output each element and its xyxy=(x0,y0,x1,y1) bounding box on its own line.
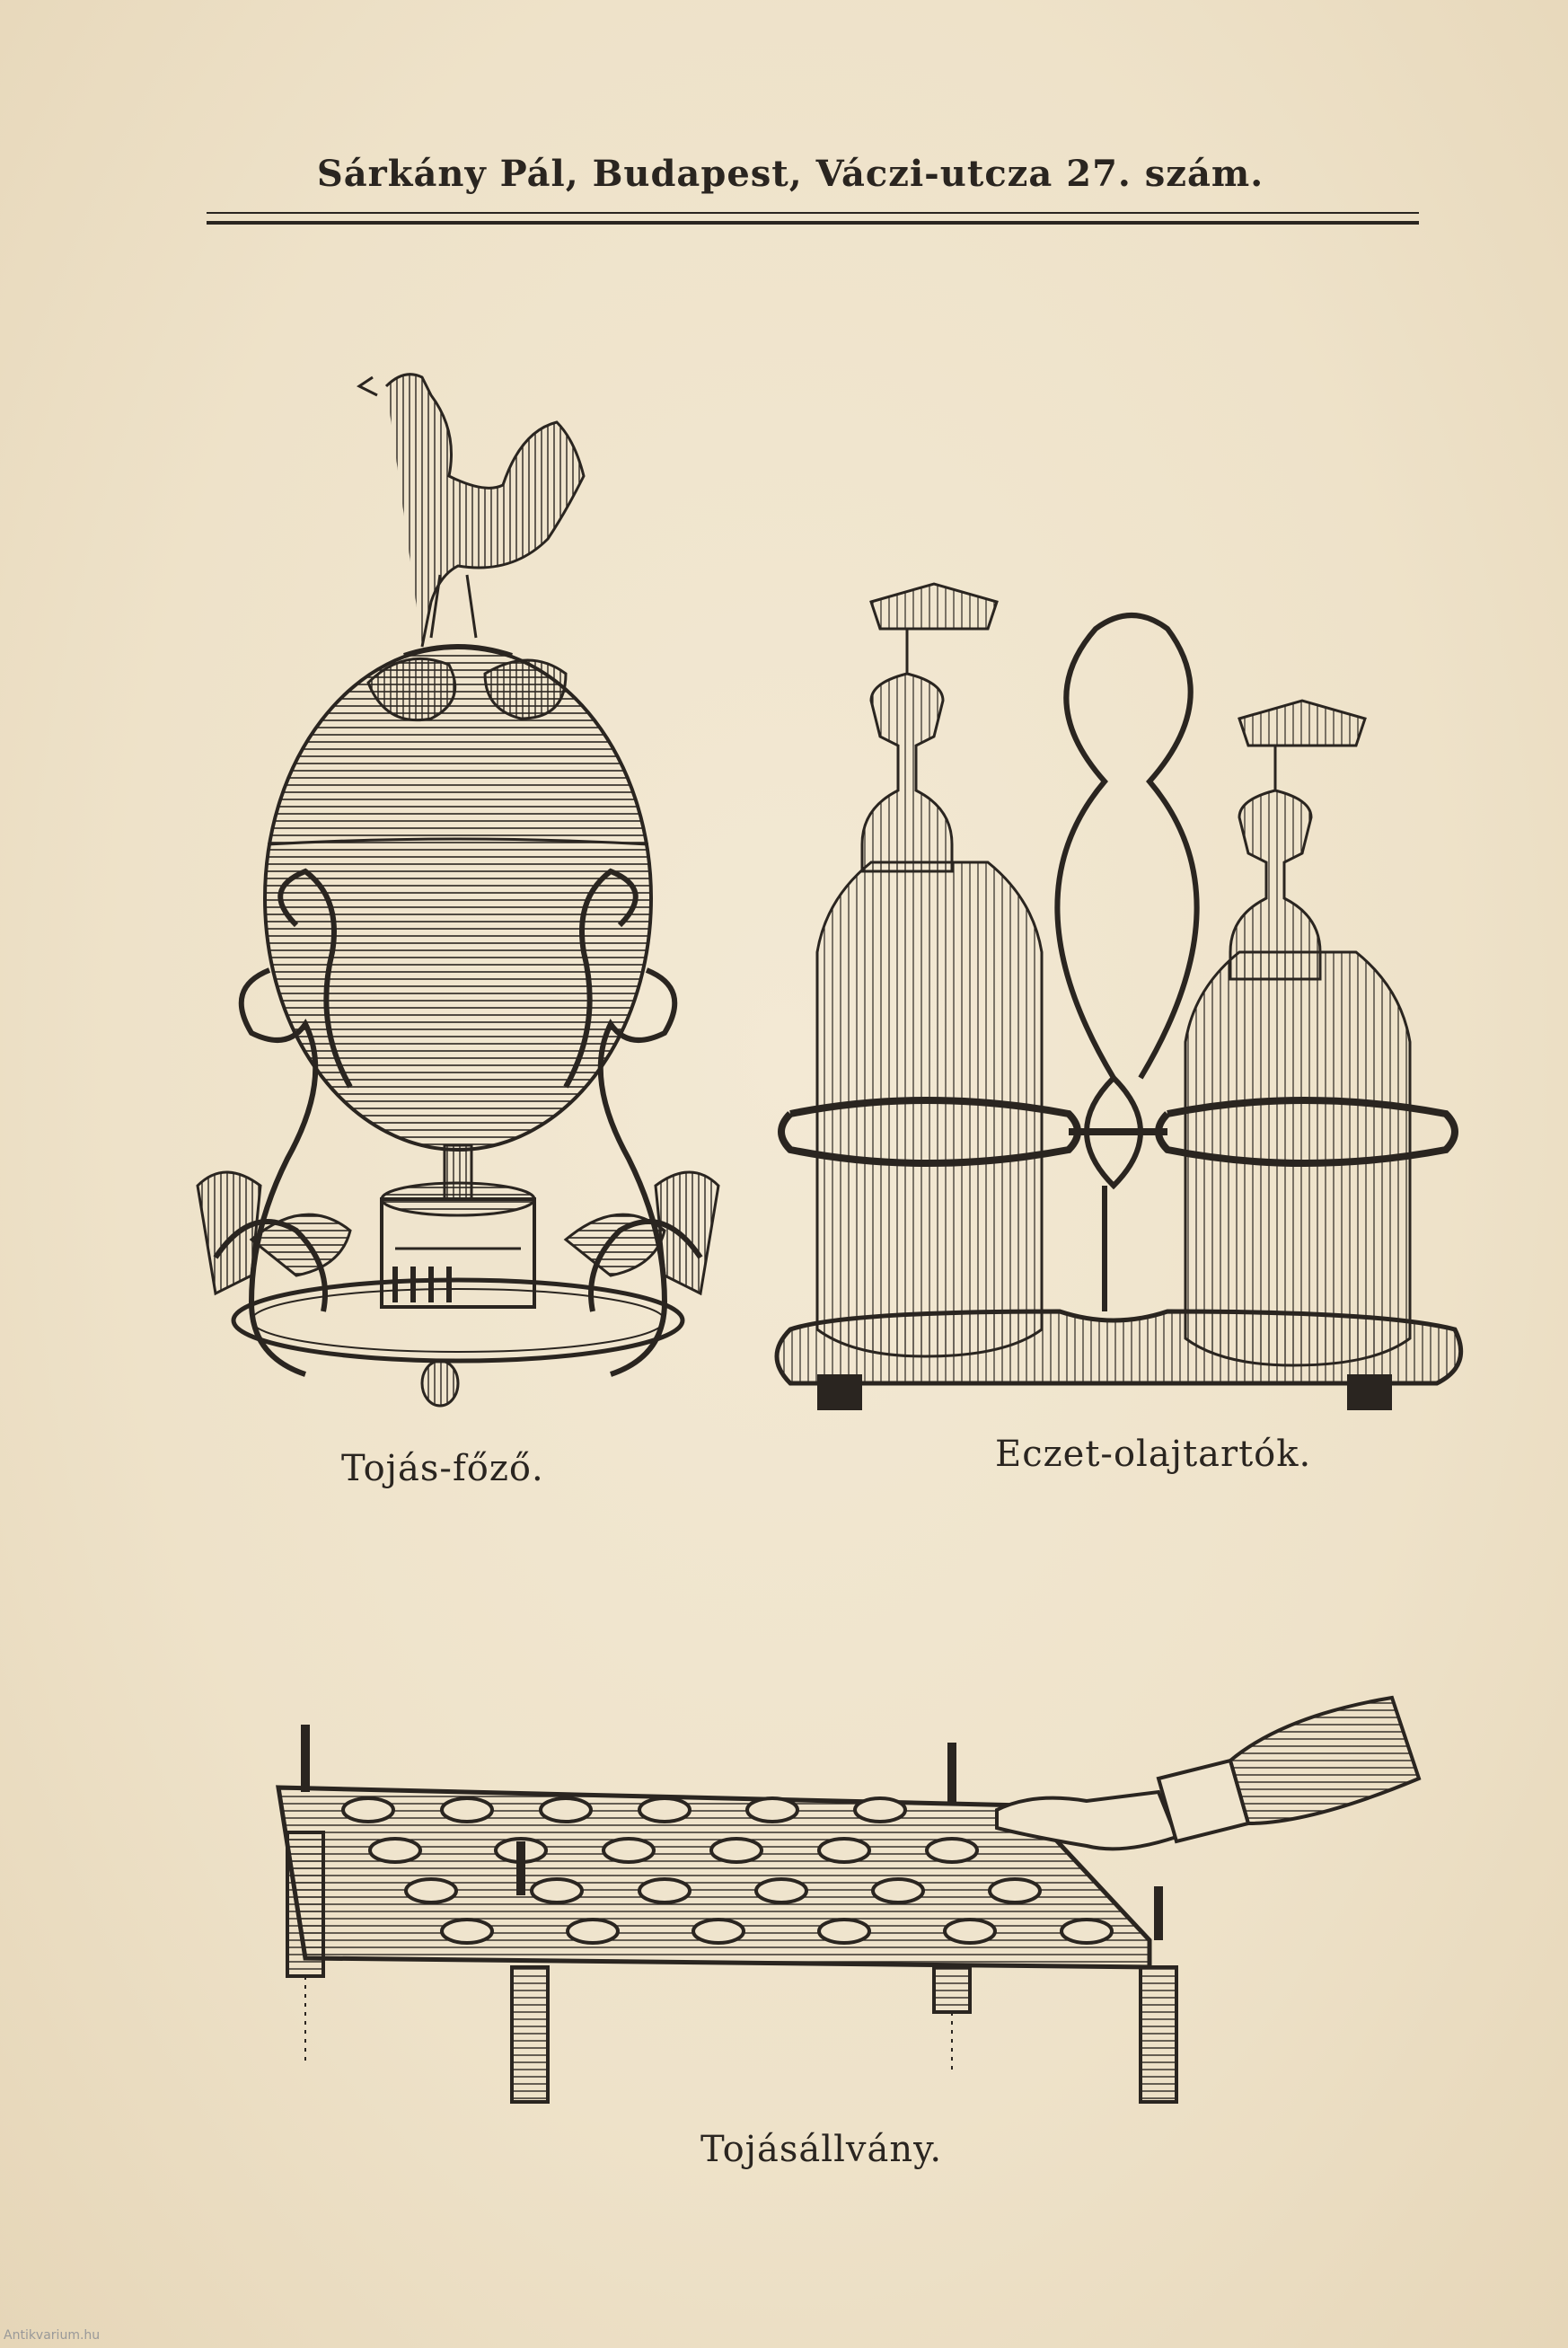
egg-hole xyxy=(819,1920,869,1943)
egg-rack-illustration xyxy=(251,1707,1419,2102)
egg-boiler-caption: Tojás-főző. xyxy=(341,1448,544,1489)
egg-hole xyxy=(639,1798,690,1822)
egg-hole xyxy=(370,1839,420,1862)
egg-hole xyxy=(756,1879,806,1902)
hand-and-sleeve xyxy=(997,1698,1419,1849)
egg-hole xyxy=(927,1839,977,1862)
egg-hole xyxy=(747,1798,797,1822)
header-rule-thin xyxy=(207,212,1419,214)
egg-rack-drawing xyxy=(251,1707,1419,2102)
egg-rack-caption: Tojásállvány. xyxy=(700,2129,943,2170)
egg-hole xyxy=(819,1839,869,1862)
egg-hole xyxy=(603,1839,654,1862)
egg-hole xyxy=(442,1920,492,1943)
egg-hole xyxy=(639,1879,690,1902)
egg-hole xyxy=(532,1879,582,1902)
header-rule-thick xyxy=(207,221,1419,225)
egg-boiler-drawing xyxy=(162,350,772,1446)
egg-hole xyxy=(945,1920,995,1943)
egg-hole xyxy=(343,1798,393,1822)
egg-hole xyxy=(873,1879,923,1902)
cruet-set-illustration xyxy=(772,575,1473,1419)
egg-hole xyxy=(711,1839,762,1862)
egg-hole xyxy=(693,1920,744,1943)
cruet-set-caption: Eczet-olajtartók. xyxy=(995,1434,1312,1475)
page-header: Sárkány Pál, Budapest, Váczi-utcza 27. szám. xyxy=(316,153,1264,195)
left-cruet-bottle xyxy=(817,584,1042,1356)
rooster-finial xyxy=(359,375,584,647)
egg-boiler-illustration xyxy=(162,350,772,1446)
egg-hole xyxy=(442,1798,492,1822)
cruet-set-drawing xyxy=(772,575,1473,1419)
right-cruet-bottle xyxy=(1185,701,1410,1365)
watermark-credit: Antikvarium.hu xyxy=(4,2328,101,2343)
egg-hole xyxy=(541,1798,591,1822)
egg-hole xyxy=(1061,1920,1112,1943)
egg-hole xyxy=(568,1920,618,1943)
egg-hole xyxy=(406,1879,456,1902)
egg-hole xyxy=(855,1798,905,1822)
egg-hole xyxy=(990,1879,1040,1902)
cruet-handle xyxy=(1057,615,1196,1311)
